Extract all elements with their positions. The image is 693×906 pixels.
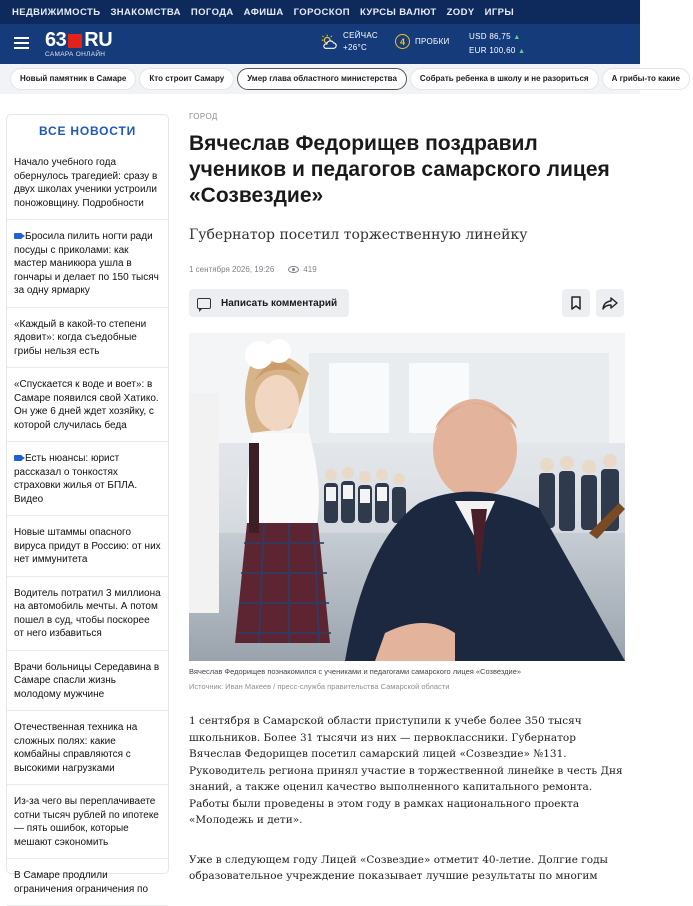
article-paragraph: Уже в следующем году Лицей «Созвездие» отметит 40-летие. Долгие годы образовательное учреждение показывает лучшие результаты по многим xyxy=(189,853,608,882)
bookmark-icon xyxy=(570,296,582,310)
article xyxy=(189,112,625,885)
eye-icon xyxy=(288,266,299,273)
topnav-link[interactable]: НЕДВИЖИМОСТЬ xyxy=(12,6,101,18)
top-navigation xyxy=(0,0,640,24)
topic-tags-bar xyxy=(0,64,680,94)
currency-widget[interactable] xyxy=(469,30,525,58)
photo-source: Источник: Иван Макеев / пресс-служба правительства Самарской области xyxy=(189,682,450,691)
news-item[interactable]: «Спускается к воде и воет»: в Самаре появился свой Хатико. Он уже 6 дней ждет хозяйку, с которой случилась беда xyxy=(7,368,168,442)
logo-square-icon xyxy=(68,34,82,48)
news-item[interactable]: В Самаре продлили ограничения ограничения по xyxy=(7,859,168,906)
news-item[interactable]: Врачи больницы Середавина в Самаре спасли жизнь молодому мужчине xyxy=(7,651,168,712)
topic-tag-active[interactable]: Умер глава областного министерства xyxy=(237,68,407,90)
topnav-link[interactable]: ЗНАКОМСТВА xyxy=(110,6,181,18)
comment-icon xyxy=(197,298,211,309)
views-counter xyxy=(288,265,316,274)
write-comment-button[interactable] xyxy=(189,289,349,317)
views-count: 419 xyxy=(303,265,317,274)
logo-domain: RU xyxy=(84,29,113,51)
topnav-link[interactable]: ГОРОСКОП xyxy=(293,6,350,18)
topic-tag[interactable]: Новый памятник в Самаре xyxy=(10,68,136,90)
logo-number: 63 xyxy=(45,29,67,51)
news-item[interactable]: Из-за чего вы переплачиваете сотни тысяч рублей по ипотеке — пять ошибок, которые мешают сэкономить xyxy=(7,785,168,859)
news-item[interactable]: Отечественная техника на сложных полях: какие комбайны справляются с высокими нагрузками xyxy=(7,711,168,785)
article-paragraph: 1 сентября в Самарской области приступили к учебе более 350 тысяч школьников. Более 31 тысячи из них — первоклассники. Губернатор Вячеслав Федорищев посетил самарский лицей «Созвездие» №131. Руководитель региона принял участие в торжественной линейке в честь Дня знаний, а также оценил качество выполненного капитального ремонта. Работы были проведены в этом году в рамках национального проекта «Молодежь и дети». xyxy=(189,715,623,826)
logo-subtitle: САМАРА ОНЛАЙН xyxy=(45,51,106,58)
topnav-link[interactable]: ПОГОДА xyxy=(190,6,234,18)
topnav-link[interactable]: ZODY xyxy=(446,6,475,18)
write-comment-label: Написать комментарий xyxy=(221,297,338,309)
arrow-up-icon: ▲ xyxy=(518,48,526,55)
sun-cloud-icon xyxy=(320,33,338,51)
article-meta xyxy=(189,265,625,274)
article-photo-image xyxy=(189,333,625,661)
news-item[interactable]: «Каждый в какой-то степени ядовит»: когда съедобные грибы нельзя есть xyxy=(7,308,168,369)
weather-label: СЕЙЧАС xyxy=(343,31,378,40)
news-item[interactable]: Водитель потратил 3 миллиона на автомобиль мечты. А потом пошел в суд, чтобы поскорее от него избавиться xyxy=(7,577,168,651)
share-button[interactable] xyxy=(596,289,624,317)
traffic-label: ПРОБКИ xyxy=(415,37,450,46)
topic-tag[interactable]: Кто строит Самару xyxy=(139,68,234,90)
weather-temperature: +26°C xyxy=(343,43,368,52)
sidebar-title[interactable]: ВСЕ НОВОСТИ xyxy=(38,124,137,138)
article-photo[interactable] xyxy=(189,333,625,661)
article-headline: Вячеслав Федорищев поздравил учеников и педагогов самарского лицея «Созвездие» xyxy=(189,132,610,207)
video-camera-icon xyxy=(14,233,22,239)
arrow-up-icon: ▲ xyxy=(513,34,521,41)
photo-caption: Вячеслав Федорищев познакомился с учениками и педагогами самарского лицея «Созвездие» xyxy=(189,667,522,676)
topnav-link[interactable]: ИГРЫ xyxy=(484,6,515,18)
site-header xyxy=(0,24,640,64)
video-camera-icon xyxy=(14,455,22,461)
news-item[interactable]: Начало учебного года обернулось трагедией: сразу в двух школах ученики устроили поножовщину. Подробности xyxy=(7,146,168,220)
topnav-link[interactable]: КУРСЫ ВАЛЮТ xyxy=(359,6,437,18)
news-item[interactable]: Есть нюансы: юрист рассказал о тонкостях страховки жилья от БПЛА. Видео xyxy=(7,442,168,516)
topic-tag[interactable]: А грибы-то какие xyxy=(602,68,690,90)
share-icon xyxy=(602,297,618,310)
traffic-widget[interactable] xyxy=(395,34,450,49)
news-item[interactable]: Новые штаммы опасного вируса придут в Россию: от них нет иммунитета xyxy=(7,516,168,577)
menu-icon[interactable] xyxy=(14,37,29,49)
usd-rate: USD 86,75 xyxy=(469,32,511,41)
news-item[interactable]: Бросила пилить ногти ради посуды с приколами: как мастер маникюра ушла в гончары и делает по 150 тысяч за одну ярмарку xyxy=(7,220,168,308)
news-sidebar xyxy=(6,114,169,895)
topic-tag[interactable]: Собрать ребенка в школу и не разориться xyxy=(410,68,599,90)
topnav-link[interactable]: АФИША xyxy=(243,6,284,18)
article-actions xyxy=(189,289,625,317)
article-category[interactable]: ГОРОД xyxy=(189,112,218,121)
publish-date: 1 сентября 2026, 19:26 xyxy=(189,265,275,274)
article-lead: Губернатор посетил торжественную линейку xyxy=(189,227,528,243)
bookmark-button[interactable] xyxy=(562,289,590,317)
weather-widget[interactable] xyxy=(320,30,378,54)
eur-rate: EUR 100,60 xyxy=(469,46,516,55)
traffic-level-badge: 4 xyxy=(395,34,410,49)
site-logo[interactable] xyxy=(45,29,112,58)
